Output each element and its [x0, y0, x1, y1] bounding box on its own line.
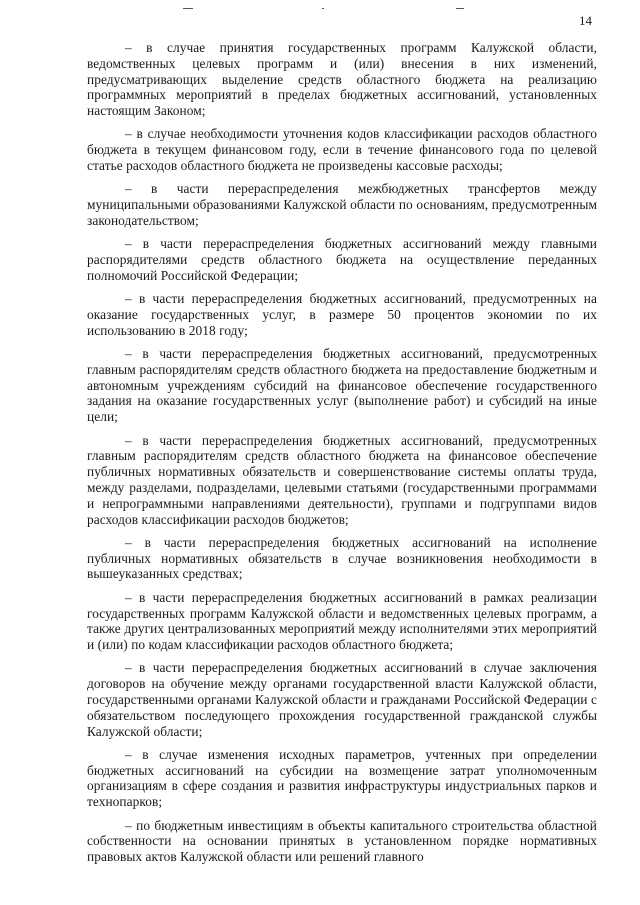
list-item-paragraph: – в части перераспределения межбюджетных трансфертов между муниципальными образованиями Калужской области по основаниям, предусмотренным законодательством; [87, 181, 597, 228]
list-item-paragraph: – в части перераспределения бюджетных ассигнований в случае заключения договоров на обучение между органами государственной власти Калужской области, государственными органами Калужской области и гражданами Российской Федерации с обязательством последующего прохождения государственной гражданской службы Калужской области; [87, 660, 597, 739]
list-item-paragraph: – в случае изменения исходных параметров, учтенных при определении бюджетных ассигнований на субсидии на возмещение затрат уполномоченным организациям в сфере создания и развития инфраструктуры индустриальных парков и технопарков; [87, 746, 597, 810]
list-item-paragraph: – в части перераспределения бюджетных ассигнований в рамках реализации государственных программ Калужской области и ведомственных целевых программ, а также других централизованных мероприятий между исполнителями этих мероприятий и (или) по кодам классификации расходов областного бюджета; [87, 589, 597, 653]
list-item-paragraph: – в части перераспределения бюджетных ассигнований между главными распорядителями средств областного бюджета на осуществление переданных полномочий Российской Федерации; [87, 236, 597, 283]
scan-artifact-mark [322, 8, 324, 9]
list-item-paragraph: – в части перераспределения бюджетных ассигнований, предусмотренных главным распорядителям средств областного бюджета на предоставление бюджетным и автономным учреждениям субсидий на финансовое обеспечение государственного задания на оказание государственных услуг (выполнение работ) и субсидий на иные цели; [87, 346, 597, 425]
list-item-paragraph: – по бюджетным инвестициям в объекты капитального строительства областной собственности на основании принятых в установленном порядке нормативных правовых актов Калужской области или решений главного [87, 817, 597, 865]
list-item-paragraph: – в случае необходимости уточнения кодов классификации расходов областного бюджета в текущем финансовом году, если в течение финансового года по целевой статье расходов областного бюджета не произведены кассовые расходы; [87, 126, 597, 174]
list-item-paragraph: – в случае принятия государственных программ Калужской области, ведомственных целевых программ и (или) внесения в них изменений, предусматривающих выделение средств областного бюджета на реализацию программных мероприятий в пределах бюджетных ассигнований, установленных настоящим Законом; [87, 40, 597, 119]
list-item-paragraph: – в части перераспределения бюджетных ассигнований, предусмотренных на оказание государственных услуг, в размере 50 процентов экономии по их использованию в 2018 году; [87, 291, 597, 338]
document-body [87, 40, 597, 865]
list-item-paragraph: – в части перераспределения бюджетных ассигнований на исполнение публичных нормативных обязательств в случае возникновения необходимости в вышеуказанных средствах; [87, 534, 597, 582]
scan-artifact-mark [456, 8, 464, 9]
page-number: 14 [579, 13, 592, 28]
list-item-paragraph: – в части перераспределения бюджетных ассигнований, предусмотренных главным распорядителям средств областного бюджета на финансовое обеспечение публичных нормативных обязательств и совершенствование системы оплаты труда, между разделами, подразделами, целевыми статьями (государственными программами и непрограммными направлениями деятельности), группами и подгруппами видов расходов классификации расходов бюджетов; [87, 432, 597, 527]
scan-artifact-mark [183, 8, 193, 9]
